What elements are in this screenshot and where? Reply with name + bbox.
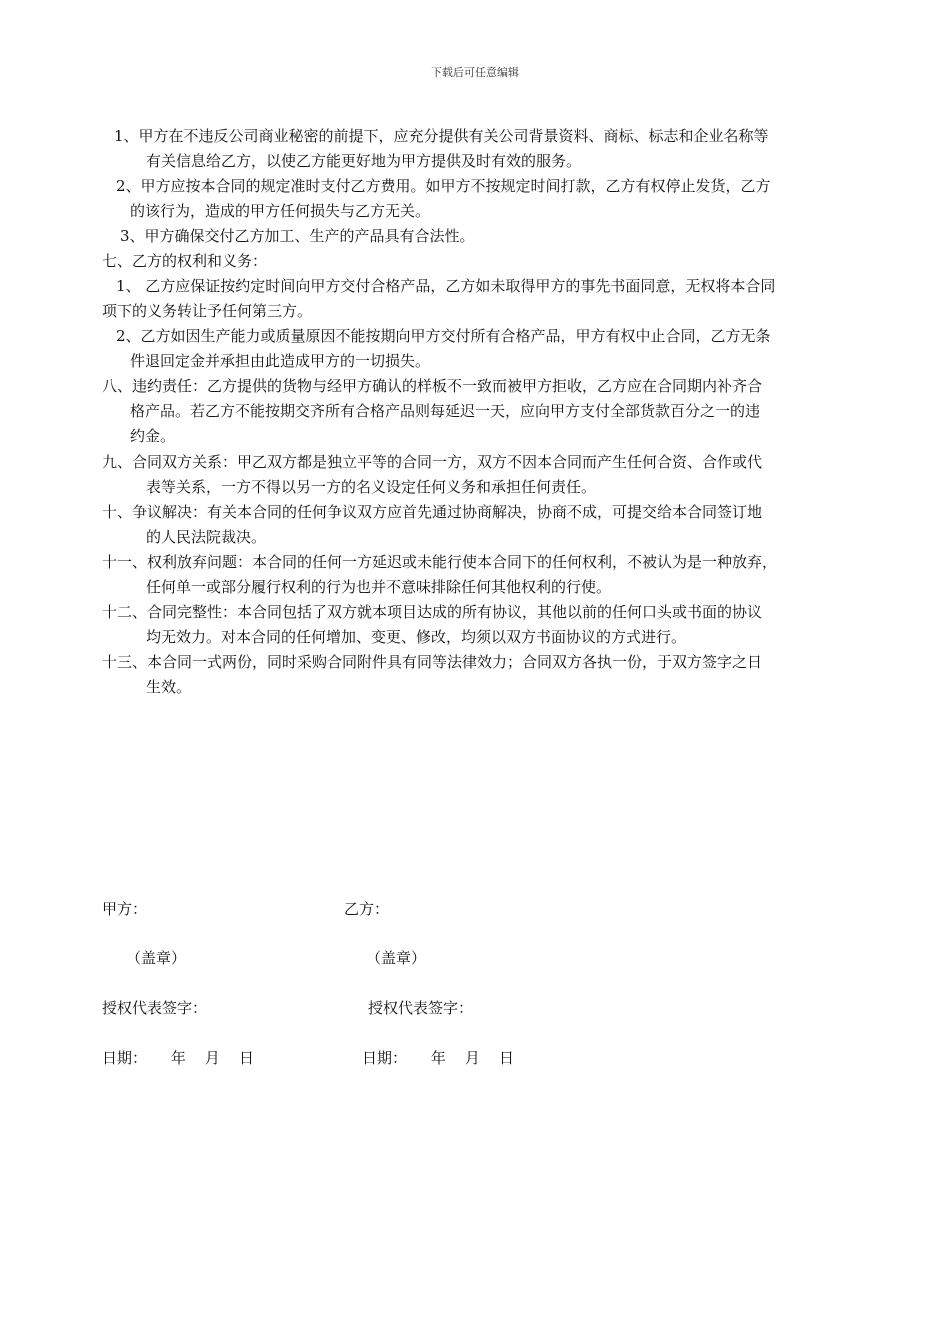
party-a-date: 日期： 年 月 日 [102, 1049, 254, 1067]
party-b-seal: （盖章） [366, 949, 427, 967]
clause-line: 格产品。若乙方不能按期交齐所有合格产品则每延迟一天，应向甲方支付全部货款百分之一的违 [130, 402, 761, 420]
clause-line: 均无效力。对本合同的任何增加、变更、修改，均须以双方书面协议的方式进行。 [146, 628, 687, 646]
clause-line: 2、甲方应按本合同的规定准时支付乙方费用。如甲方不按规定时间打款，乙方有权停止发货，乙方 [116, 177, 771, 195]
section-heading: 七、乙方的权利和义务： [102, 252, 268, 270]
clause-line: 件退回定金并承担由此造成甲方的一切损失。 [130, 352, 431, 370]
clause-line: 任何单一或部分履行权利的行为也并不意味排除任何其他权利的行使。 [146, 578, 612, 596]
party-a-label: 甲方： [102, 900, 148, 918]
clause-line: 生效。 [146, 678, 192, 696]
clause-line: 1、甲方在不违反公司商业秘密的前提下，应充分提供有关公司背景资料、商标、标志和企业名称等 [114, 127, 769, 145]
clause-line: 的该行为，造成的甲方任何损失与乙方无关。 [130, 202, 431, 220]
party-a-representative: 授权代表签字： [102, 999, 208, 1017]
page-header: 下载后可任意编辑 [431, 66, 519, 79]
clause-line: 十二、合同完整性：本合同包括了双方就本项目达成的所有协议，其他以前的任何口头或书面的协议 [102, 603, 763, 621]
party-b-date: 日期： 年 月 日 [362, 1049, 514, 1067]
party-b-label: 乙方： [344, 900, 390, 918]
clause-line: 约金。 [130, 427, 176, 445]
clause-line: 有关信息给乙方，以使乙方能更好地为甲方提供及时有效的服务。 [146, 152, 582, 170]
clause-line: 表等关系，一方不得以另一方的名义设定任何义务和承担任何责任。 [146, 478, 597, 496]
clause-line: 十一、权利放弃问题：本合同的任何一方延迟或未能行使本合同下的任何权利，不被认为是一种放弃， [102, 553, 778, 571]
clause-line: 项下的义务转让予任何第三方。 [102, 302, 313, 320]
clause-line: 九、合同双方关系：甲乙双方都是独立平等的合同一方，双方不因本合同而产生任何合资、合作或代 [102, 453, 763, 471]
party-b-representative: 授权代表签字： [368, 999, 474, 1017]
clause-line: 3、甲方确保交付乙方加工、生产的产品具有合法性。 [120, 227, 475, 245]
party-a-seal: （盖章） [126, 949, 187, 967]
clause-line: 十三、本合同一式两份，同时采购合同附件具有同等法律效力；合同双方各执一份，于双方签字之日 [102, 653, 763, 671]
clause-line: 八、违约责任：乙方提供的货物与经甲方确认的样板不一致而被甲方拒收，乙方应在合同期内补齐合 [102, 377, 763, 395]
clause-line: 的人民法院裁决。 [146, 528, 267, 546]
clause-line: 十、争议解决：有关本合同的任何争议双方应首先通过协商解决，协商不成，可提交给本合同签订地 [102, 503, 763, 521]
clause-line: 2、乙方如因生产能力或质量原因不能按期向甲方交付所有合格产品，甲方有权中止合同，乙方无条 [116, 327, 771, 345]
clause-line: 1、 乙方应保证按约定时间向甲方交付合格产品，乙方如未取得甲方的事先书面同意，无权将本合同 [116, 277, 776, 295]
